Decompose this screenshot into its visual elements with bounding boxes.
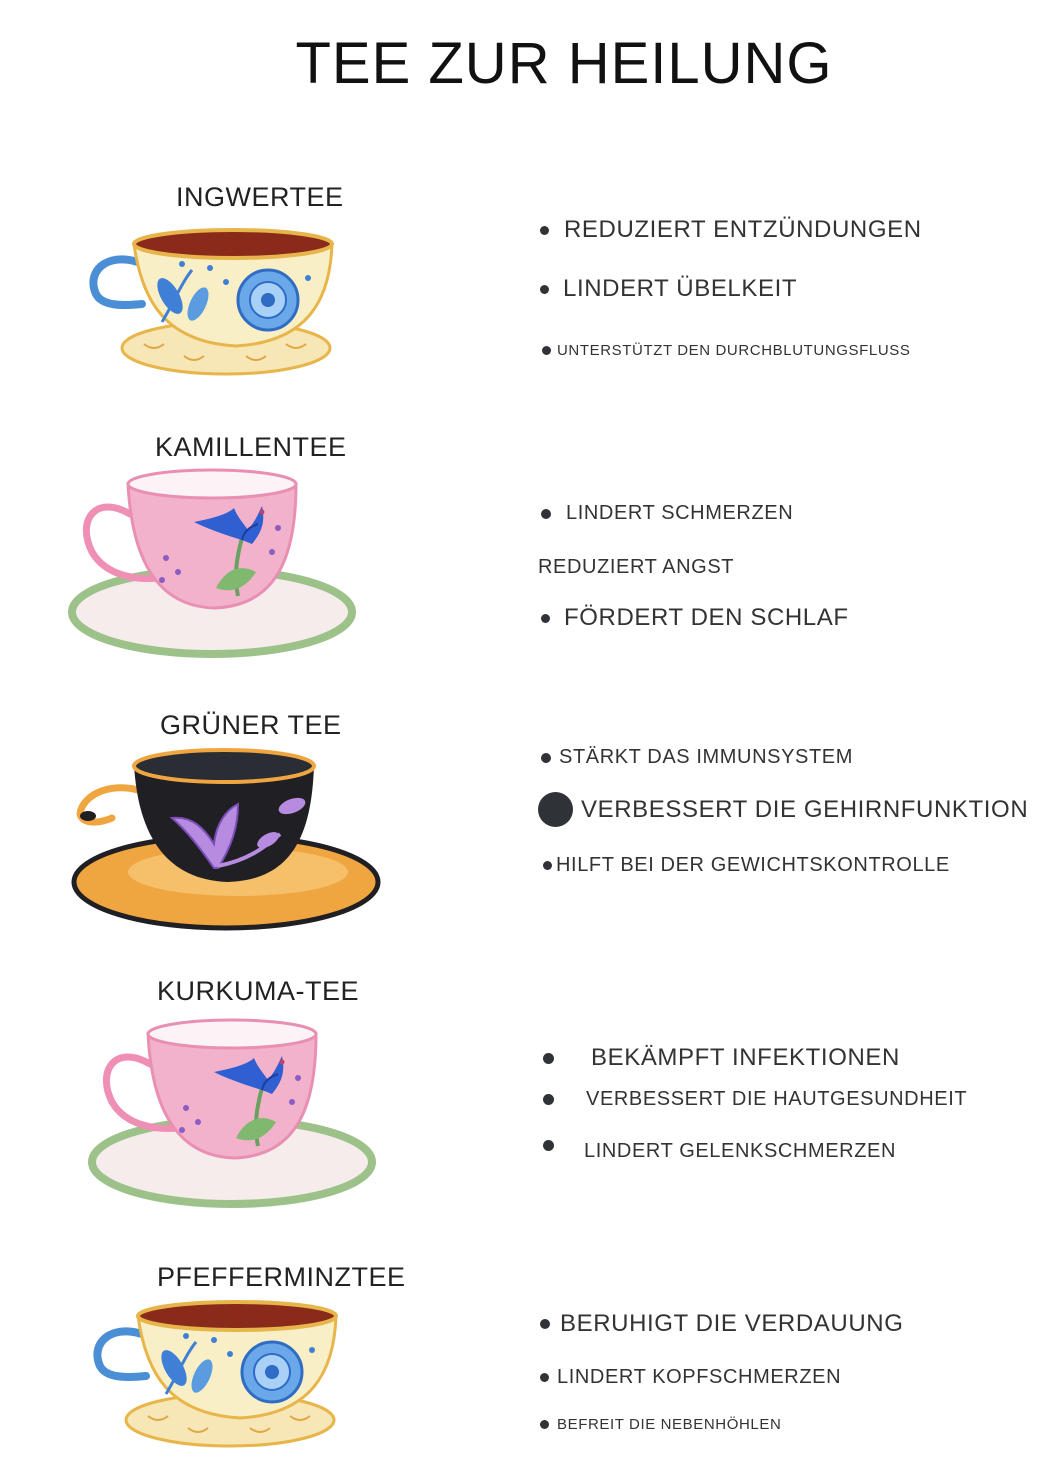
benefit-item <box>541 746 853 769</box>
benefit-text: FÖRDERT DEN SCHLAF <box>564 604 849 631</box>
benefit-text: LINDERT SCHMERZEN <box>566 502 794 524</box>
bullet-icon <box>542 346 551 355</box>
benefit-item <box>540 1416 781 1433</box>
benefit-item <box>540 275 797 303</box>
benefit-item <box>541 604 849 632</box>
kurkuma-tee-cup-illustration <box>86 1018 378 1212</box>
bullet-icon <box>541 614 550 623</box>
benefit-item <box>543 1088 967 1111</box>
benefit-text: LINDERT ÜBELKEIT <box>563 275 798 302</box>
benefit-text: REDUZIERT ANGST <box>538 556 735 578</box>
benefit-item <box>543 1140 896 1163</box>
bullet-icon <box>541 509 551 519</box>
bullet-icon <box>543 1094 554 1105</box>
benefit-text: HILFT BEI DER GEWICHTSKONTROLLE <box>556 854 950 876</box>
benefit-item <box>538 792 1028 827</box>
bullet-icon <box>540 1420 549 1429</box>
bullet-icon <box>540 1373 549 1382</box>
benefit-item <box>541 502 793 525</box>
benefit-item <box>543 1044 900 1072</box>
tea-name-gruener-tee: GRÜNER TEE <box>160 710 342 740</box>
bullet-icon <box>540 285 549 294</box>
pfefferminztee-cup-illustration <box>90 1294 346 1454</box>
benefit-text: BEKÄMPFT INFEKTIONEN <box>591 1044 900 1071</box>
benefit-item <box>540 1310 903 1338</box>
bullet-icon <box>538 792 573 827</box>
kamillentee-cup-illustration <box>66 468 358 662</box>
tea-name-kurkuma-tee: KURKUMA-TEE <box>157 976 360 1006</box>
bullet-icon <box>543 1140 554 1151</box>
benefit-text: VERBESSERT DIE GEHIRNFUNKTION <box>581 795 1029 823</box>
benefit-text: LINDERT KOPFSCHMERZEN <box>557 1366 842 1388</box>
benefit-text: UNTERSTÜTZT DEN DURCHBLUTUNGSFLUSS <box>557 342 911 359</box>
benefit-text: BEFREIT DIE NEBENHÖHLEN <box>557 1416 782 1433</box>
benefit-item <box>543 854 950 877</box>
benefit-text: LINDERT GELENKSCHMERZEN <box>584 1140 897 1162</box>
gruener-tee-cup-illustration <box>68 748 382 938</box>
benefit-item <box>538 556 734 579</box>
bullet-icon <box>540 226 549 235</box>
tea-name-kamillentee: KAMILLENTEE <box>155 432 347 462</box>
benefit-text: BERUHIGT DIE VERDAUUNG <box>560 1310 904 1337</box>
bullet-icon <box>540 1319 550 1329</box>
bullet-icon <box>543 1053 554 1064</box>
benefit-item <box>540 1366 841 1389</box>
page-title: TEE ZUR HEILUNG <box>295 31 833 96</box>
bullet-icon <box>541 753 551 763</box>
ingwertee-cup-illustration <box>86 222 342 382</box>
tea-name-pfefferminztee: PFEFFERMINZTEE <box>157 1262 406 1292</box>
benefit-text: REDUZIERT ENTZÜNDUNGEN <box>564 216 922 243</box>
tea-name-ingwertee: INGWERTEE <box>176 182 344 212</box>
benefit-item <box>540 216 922 244</box>
benefit-text: VERBESSERT DIE HAUTGESUNDHEIT <box>586 1088 968 1110</box>
benefit-item <box>542 342 910 359</box>
bullet-icon <box>543 861 552 870</box>
benefit-text: STÄRKT DAS IMMUNSYSTEM <box>559 746 853 768</box>
